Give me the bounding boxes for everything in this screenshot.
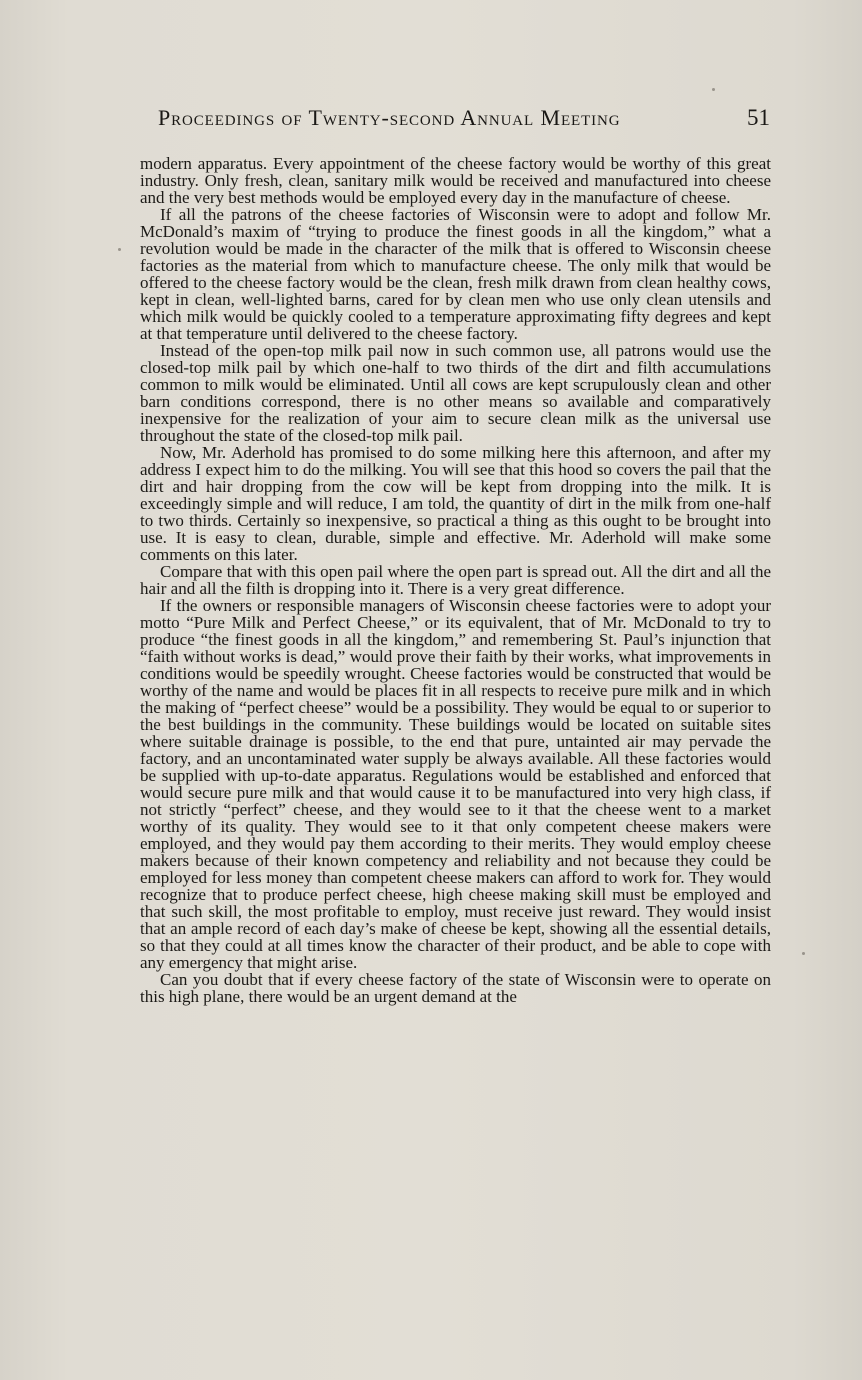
print-speck xyxy=(712,88,715,91)
body-text xyxy=(140,155,771,1005)
print-speck xyxy=(118,248,121,251)
print-speck xyxy=(802,952,805,955)
paragraph-patrons: If all the patrons of the cheese factories of Wisconsin were to adopt and follow Mr. McDonald’s maxim of “trying to produce the finest goods in all the kingdom,” what a revolution would be made in the character of the milk that is offered to Wisconsin cheese factories as the material from which to manufacture cheese. The only milk that would be offered to the cheese factory would be the clean, fresh milk drawn from clean healthy cows, kept in clean, well-lighted barns, cared for by clean men who use only clean utensils and which milk would be quickly cooled to a temperature approximating fifty degrees and kept at that temperature until delivered to the cheese factory. xyxy=(140,205,771,343)
paragraph-milking-demo: Now, Mr. Aderhold has promised to do some milking here this afternoon, and after my address I expect him to do the milking. You will see that this hood so covers the pail that the dirt and hair dropping from the cow will be kept from dropping into the milk. It is exceedingly simple and will reduce, I am told, the quantity of dirt in the milk from one-half to two thirds. Certainly so inexpensive, so practical a thing as this ought to be brought into use. It is easy to clean, durable, simple and effective. Mr. Aderhold will make some comments on this later. xyxy=(140,443,771,564)
page-number: 51 xyxy=(747,105,770,130)
running-head: Proceedings of Twenty-second Annual Meeting xyxy=(158,105,621,130)
paragraph-closing: Can you doubt that if every cheese factory of the state of Wisconsin were to operate on this high plane, there would be an urgent demand at the xyxy=(140,970,771,1006)
paragraph-factory-owners: If the owners or responsible managers of Wisconsin cheese factories were to adopt your motto “Pure Milk and Perfect Cheese,” or its equivalent, that of Mr. McDonald to try to produce “the finest goods in all the kingdom,” and remembering St. Paul’s injunction that “faith without works is dead,” would prove their faith by their works, what improvements in conditions would be speedily wrought. Cheese factories would be constructed that would be worthy of the name and would be places fit in all respects to receive pure milk and in which the making of “perfect cheese” would be a possibility. They would be equal to or superior to the best buildings in the community. These buildings would be located on suitable sites where suitable drainage is possible, to the end that pure, untainted air may pervade the factory, and an uncontaminated water supply be always available. All these factories would be supplied with up-to-date apparatus. Regulations would be established and enforced that would secure pure milk and that would cause it to be manufactured into very high class, if not strictly “perfect” cheese, and they would see to it that the cheese went to a market worthy of its quality. They would see to it that only competent cheese makers were employed, and they would pay them according to their merits. They would employ cheese makers because of their known competency and reliability and not because they could be employed for less money than competent cheese makers can afford to work for. They would recognize that to produce perfect cheese, high cheese making skill must be employed and that such skill, the most profitable to employ, must receive just reward. They would insist that an ample record of each day’s make of cheese be kept, showing all the essential details, so that they could at all times know the character of their product, and be able to cope with any emergency that might arise. xyxy=(140,596,771,972)
paragraph-open-pail: Compare that with this open pail where the open part is spread out. All the dirt and all the hair and all the filth is dropping into it. There is a very great difference. xyxy=(140,562,771,598)
page-header xyxy=(0,105,862,145)
paragraph-milk-pail: Instead of the open-top milk pail now in such common use, all patrons would use the closed-top milk pail by which one-half to two thirds of the dirt and filth accumulations common to milk would be eliminated. Until all cows are kept scrupulously clean and other barn conditions correspond, there is no other means so available and comparatively inexpensive for the realization of your aim to secure clean milk as the universal use throughout the state of the closed-top milk pail. xyxy=(140,341,771,445)
paragraph-continued: modern apparatus. Every appointment of the cheese factory would be worthy of this great industry. Only fresh, clean, sanitary milk would be received and manufactured into cheese and the very best methods would be employed every day in the manufacture of cheese. xyxy=(140,154,771,207)
